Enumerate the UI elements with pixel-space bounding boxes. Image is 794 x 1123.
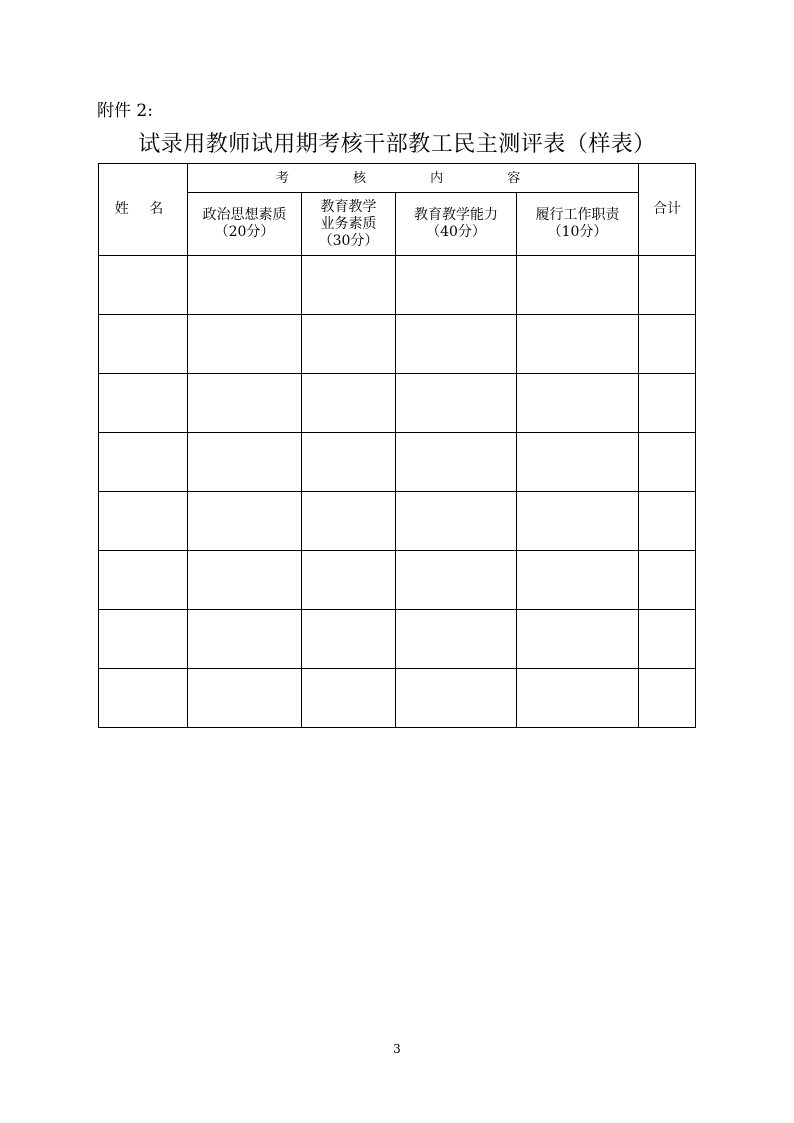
- professional-cell[interactable]: [302, 256, 396, 315]
- column-header-duties: [517, 193, 639, 256]
- table-row: [99, 256, 696, 315]
- name-cell[interactable]: [99, 374, 188, 433]
- table-row: [99, 433, 696, 492]
- total-cell[interactable]: [639, 669, 696, 728]
- table-row: [99, 610, 696, 669]
- total-cell[interactable]: [639, 551, 696, 610]
- name-cell[interactable]: [99, 433, 188, 492]
- column-header-label: 教育教学: [320, 198, 377, 215]
- professional-cell[interactable]: [302, 669, 396, 728]
- political-cell[interactable]: [188, 374, 302, 433]
- duties-cell[interactable]: [517, 610, 639, 669]
- political-cell[interactable]: [188, 433, 302, 492]
- total-cell[interactable]: [639, 256, 696, 315]
- column-header-label-2: 业务素质: [320, 215, 377, 232]
- ability-cell[interactable]: [396, 492, 517, 551]
- header-row-2: [99, 193, 696, 256]
- duties-cell[interactable]: [517, 492, 639, 551]
- duties-cell[interactable]: [517, 433, 639, 492]
- ability-cell[interactable]: [396, 610, 517, 669]
- duties-cell[interactable]: [517, 315, 639, 374]
- column-header-score: （40分）: [426, 224, 486, 240]
- name-cell[interactable]: [99, 551, 188, 610]
- total-cell[interactable]: [639, 610, 696, 669]
- ability-cell[interactable]: [396, 315, 517, 374]
- name-cell[interactable]: [99, 256, 188, 315]
- total-cell[interactable]: [639, 492, 696, 551]
- ability-cell[interactable]: [396, 433, 517, 492]
- professional-cell[interactable]: [302, 374, 396, 433]
- name-header: 姓 名: [99, 164, 188, 256]
- table-row: [99, 315, 696, 374]
- table-row: [99, 492, 696, 551]
- political-cell[interactable]: [188, 315, 302, 374]
- duties-cell[interactable]: [517, 669, 639, 728]
- political-cell[interactable]: [188, 669, 302, 728]
- name-cell[interactable]: [99, 669, 188, 728]
- total-cell[interactable]: [639, 433, 696, 492]
- name-cell[interactable]: [99, 315, 188, 374]
- column-header-label: 政治思想素质: [202, 207, 287, 223]
- ability-cell[interactable]: [396, 551, 517, 610]
- professional-cell[interactable]: [302, 433, 396, 492]
- assessment-content-header: 考 核 内 容: [188, 164, 639, 193]
- total-cell[interactable]: [639, 374, 696, 433]
- political-cell[interactable]: [188, 256, 302, 315]
- ability-cell[interactable]: [396, 374, 517, 433]
- page-title: 试录用教师试用期考核干部教工民主测评表（样表）: [138, 132, 656, 157]
- table-row: [99, 374, 696, 433]
- professional-cell[interactable]: [302, 492, 396, 551]
- professional-cell[interactable]: [302, 610, 396, 669]
- column-header-ability: [396, 193, 517, 256]
- column-header-label: 履行工作职责: [535, 207, 620, 223]
- column-header-professional: [302, 193, 396, 256]
- total-header: 合计: [639, 164, 696, 256]
- name-cell[interactable]: [99, 610, 188, 669]
- duties-cell[interactable]: [517, 256, 639, 315]
- column-header-score: （20分）: [214, 224, 275, 240]
- header-row-1: [99, 164, 696, 193]
- professional-cell[interactable]: [302, 551, 396, 610]
- political-cell[interactable]: [188, 610, 302, 669]
- column-header-political: [188, 193, 302, 256]
- page-number: 3: [393, 1042, 401, 1056]
- political-cell[interactable]: [188, 492, 302, 551]
- total-cell[interactable]: [639, 315, 696, 374]
- attachment-label: 附件 2:: [97, 101, 153, 121]
- table-row: [99, 551, 696, 610]
- duties-cell[interactable]: [517, 551, 639, 610]
- political-cell[interactable]: [188, 551, 302, 610]
- name-cell[interactable]: [99, 492, 188, 551]
- duties-cell[interactable]: [517, 374, 639, 433]
- professional-cell[interactable]: [302, 315, 396, 374]
- column-header-label: 教育教学能力: [414, 207, 498, 223]
- evaluation-table: [98, 163, 696, 728]
- table-row: [99, 669, 696, 728]
- ability-cell[interactable]: [396, 256, 517, 315]
- ability-cell[interactable]: [396, 669, 517, 728]
- column-header-score: （30分）: [318, 232, 379, 249]
- column-header-score: （10分）: [547, 224, 608, 240]
- table-body: [99, 256, 696, 728]
